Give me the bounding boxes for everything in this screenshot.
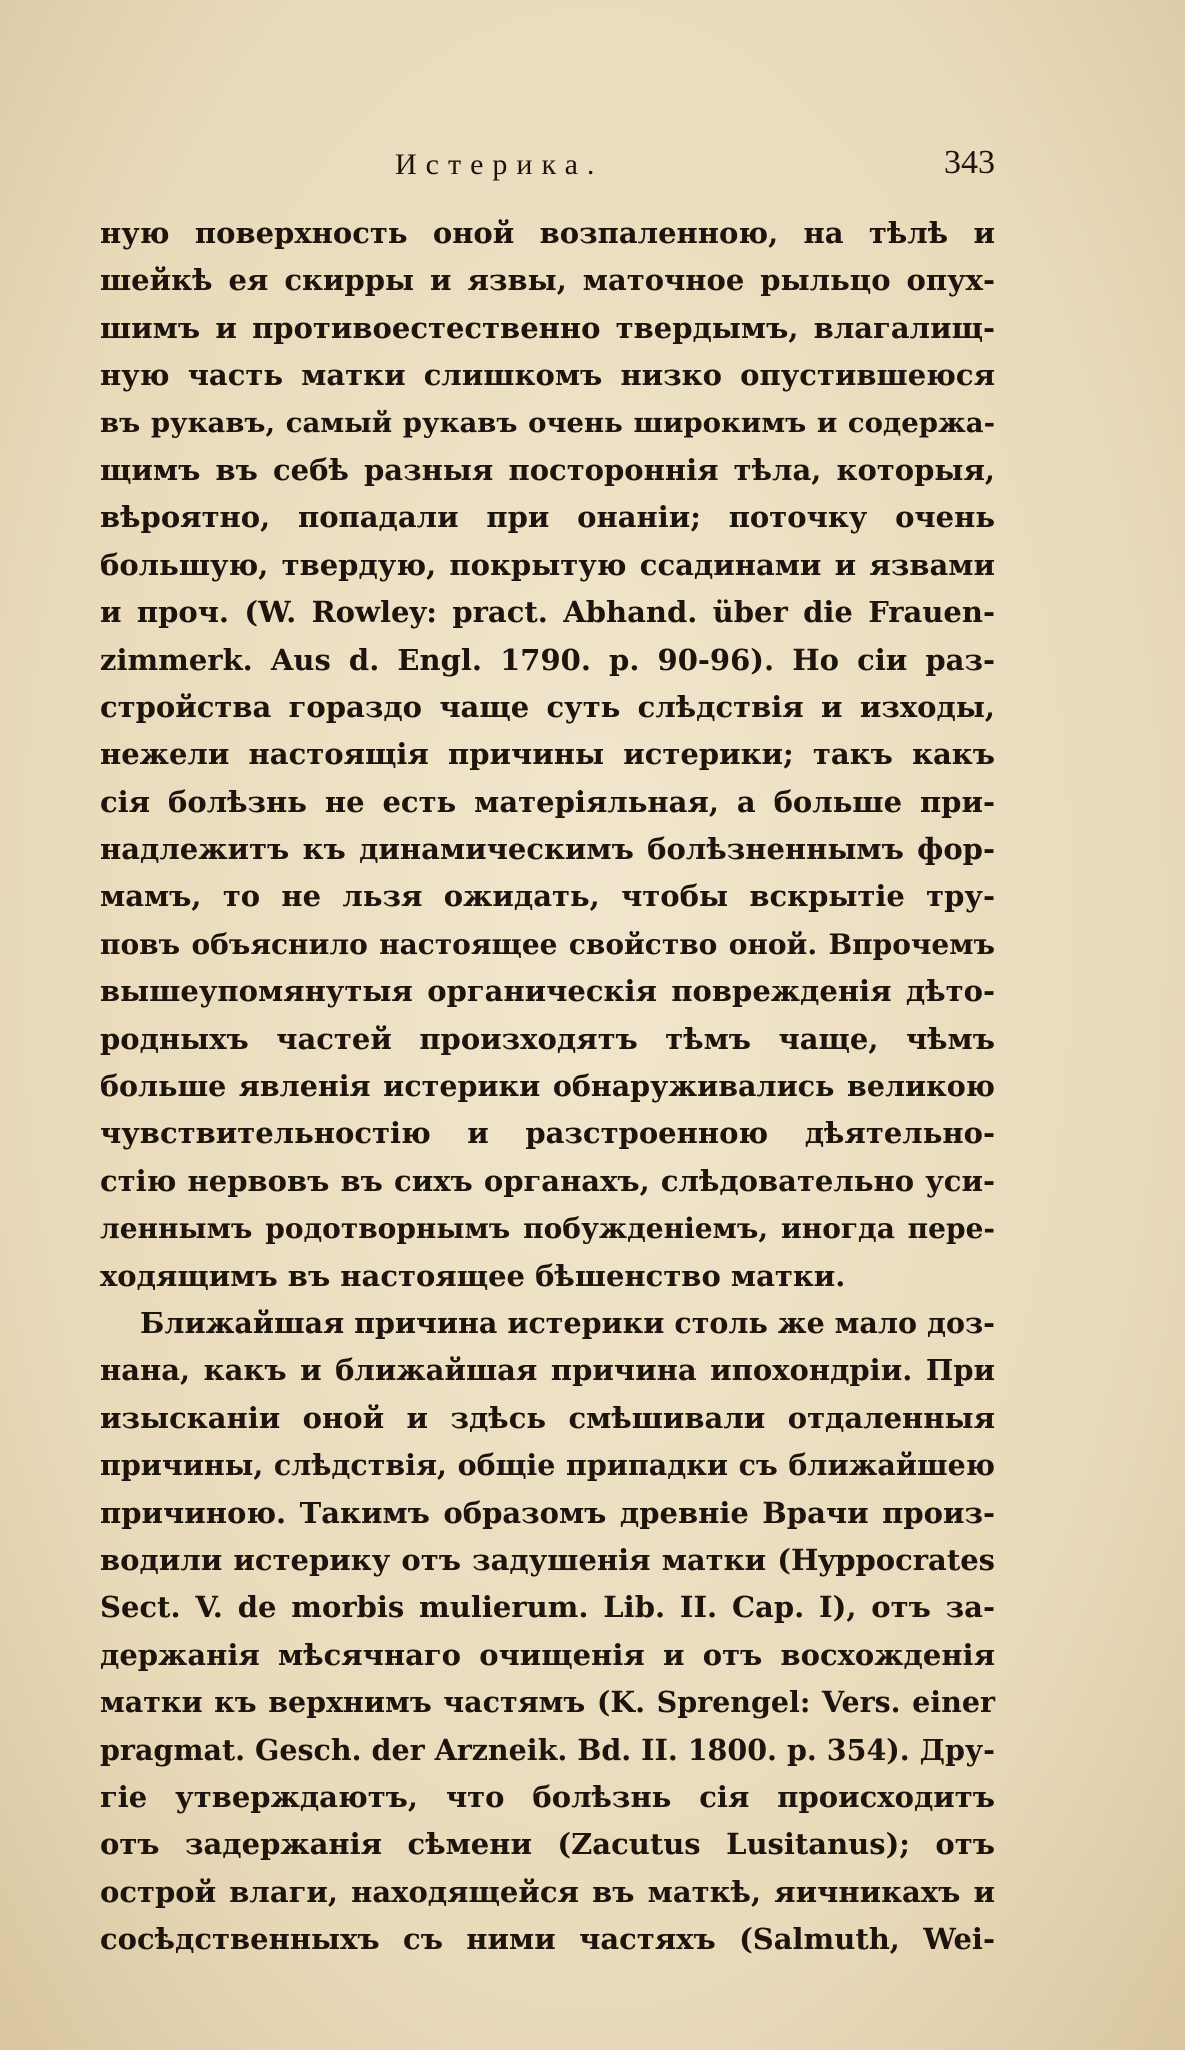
text-line: надлежитъ къ динамическимъ болѣзненнымъ фор- [100, 832, 995, 867]
text-line: ную поверхность оной возпаленною, на тѣлѣ и [100, 216, 995, 250]
text-line: pragmat. Gesch. der Arzneik. Bd. II. 1800. p. 354). Дру- [100, 1732, 995, 1767]
text-line: Ближайшая причина истерики столь же мало доз- [140, 1305, 995, 1340]
text-line: стію нервовъ въ сихъ органахъ, слѣдовательно уси- [100, 1163, 995, 1198]
text-line: родныхъ частей произходятъ тѣмъ чаще, чѣмъ [100, 1021, 995, 1056]
text-line: водили истерику отъ задушенія матки (Hyppocrates [100, 1542, 995, 1577]
text-line: чувствительностію и разстроенною дѣятельно- [100, 1116, 995, 1151]
text-line: большую, твердую, покрытую ссадинами и язвами [100, 547, 995, 582]
text-line: вѣроятно, попадали при онаніи; поточку очень [100, 500, 995, 535]
text-line: шимъ и противоестественно твердымъ, влагалищ- [100, 310, 995, 345]
text-line: причины, слѣдствія, общіе припадки съ ближайшею [100, 1448, 995, 1483]
running-title: Истерика. [395, 148, 604, 181]
text-line: въ рукавъ, самый рукавъ очень широкимъ и содержа- [100, 406, 995, 439]
text-line: сія болѣзнь не есть матеріяльная, а больше при- [100, 784, 995, 819]
text-line: нана, какъ и ближайшая причина ипохондріи. При [100, 1353, 995, 1388]
text-line: и проч. (W. Rowley: pract. Abhand. über die Frauen- [100, 595, 995, 630]
text-line: отъ задержанія сѣмени (Zacutus Lusitanus); отъ [100, 1827, 995, 1862]
text-line: ную часть матки слишкомъ низко опустившеюся [100, 358, 995, 393]
text-line: стройства гораздо чаще суть слѣдствія и изходы, [100, 689, 995, 724]
text-line: острой влаги, находящейся въ маткѣ, яичникахъ и [100, 1874, 995, 1909]
text-line: гіе утверждаютъ, что болѣзнь сія происходитъ [100, 1779, 995, 1814]
text-line: ходящимъ въ настоящее бѣшенство матки. [100, 1258, 846, 1293]
page-header [95, 144, 995, 192]
text-line: вышеупомянутыя органическія поврежденія дѣто- [100, 974, 995, 1009]
text-line: zimmerk. Aus d. Engl. 1790. p. 90-96). Но сіи раз- [100, 642, 995, 677]
text-line: нежели настоящія причины истерики; такъ какъ [100, 737, 995, 772]
text-line: изысканіи оной и здѣсь смѣшивали отдаленныя [100, 1400, 995, 1435]
text-line: мамъ, то не льзя ожидать, чтобы вскрытіе тру- [100, 879, 995, 914]
page-number: 343 [944, 144, 995, 181]
text-line: повъ объяснило настоящее свойство оной. Впрочемъ [100, 927, 995, 961]
text-line: щимъ въ себѣ разныя постороннія тѣла, которыя, [100, 452, 995, 487]
body-text [100, 210, 995, 1963]
text-line: Sect. V. de morbis mulierum. Lib. II. Cap. I), отъ за- [100, 1590, 995, 1625]
text-line: держанія мѣсячнаго очищенія и отъ восхожденія [100, 1637, 995, 1672]
text-line: больше явленія истерики обнаруживались великою [100, 1069, 995, 1104]
text-line: леннымъ родотворнымъ побужденіемъ, иногда пере- [100, 1212, 995, 1246]
text-line: шейкѣ ея скирры и язвы, маточное рыльцо опух- [100, 263, 995, 298]
text-line: сосѣдственныхъ съ ними частяхъ (Salmuth, Wei- [100, 1922, 995, 1957]
text-line: матки къ верхнимъ частямъ (K. Sprengel: Vers. einer [100, 1685, 995, 1720]
text-line: причиною. Такимъ образомъ древніе Врачи произ- [100, 1495, 995, 1530]
